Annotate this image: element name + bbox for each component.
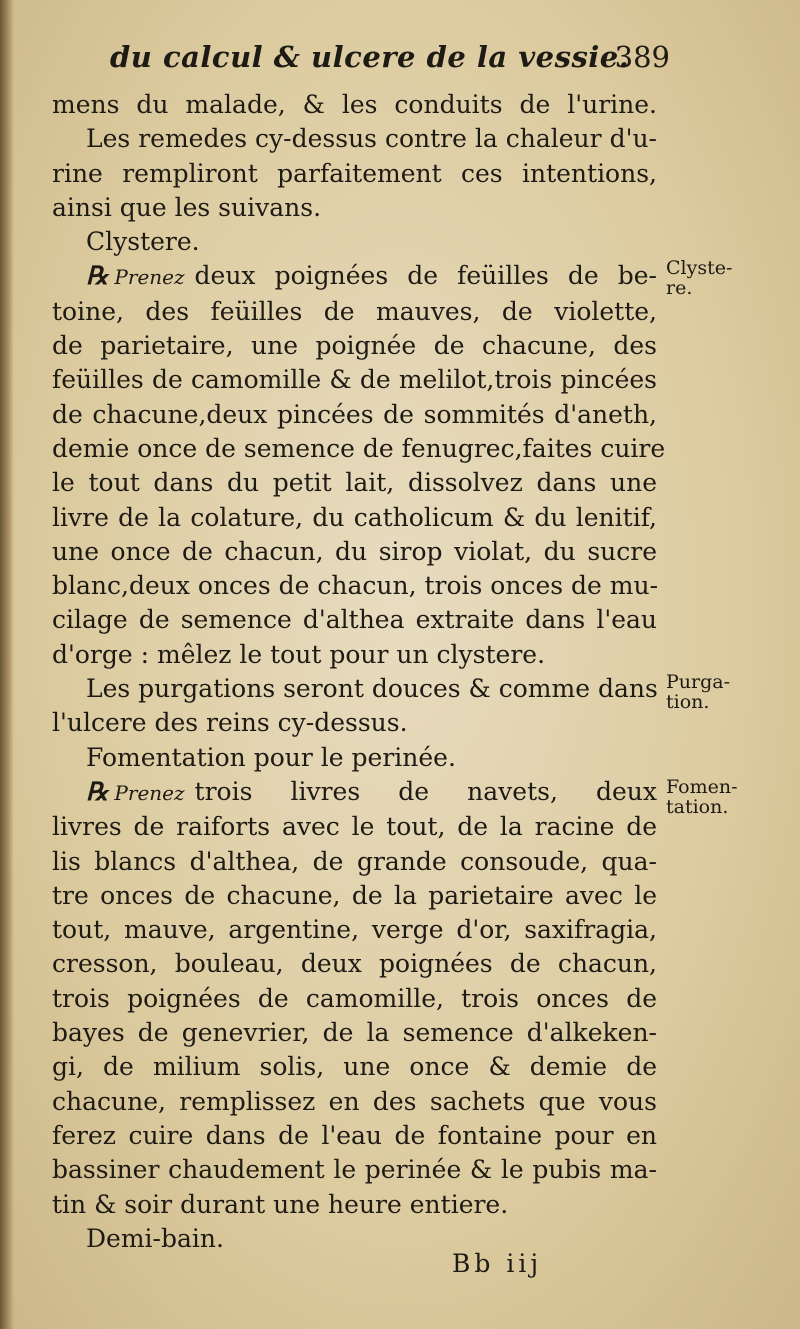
text-line: bayes de genevrier, de la semence d'alkeken-	[52, 1018, 657, 1048]
running-header	[110, 40, 670, 84]
text-line: cresson, bouleau, deux poignées de chacun,	[52, 949, 657, 979]
text-line: ainsi que les suivans.	[52, 192, 322, 222]
text-line: gi, de milium solis, une once & demie de	[52, 1052, 657, 1082]
text-line: ferez cuire dans de l'eau de fontaine pour en	[52, 1120, 657, 1150]
text-line	[52, 259, 657, 294]
prenez-word: Prenez	[114, 780, 185, 805]
running-title: du calcul & ulcere de la vessie.	[110, 40, 630, 74]
recipe-symbol: ℞	[86, 261, 109, 291]
text-line: blanc,deux onces de chacun, trois onces de mu-	[52, 571, 659, 601]
text-line-content: deux poignées de feüilles de be-	[194, 261, 657, 291]
text-line: tre onces de chacune, de la parietaire avec le	[52, 880, 657, 910]
signature-mark: Bb iij	[452, 1249, 543, 1278]
section-heading-clystere: Clystere.	[86, 227, 200, 257]
recipe-symbol: ℞	[86, 776, 109, 806]
text-line: bassiner chaudement le perinée & le pubis ma-	[52, 1155, 657, 1185]
text-line: chacune, remplissez en des sachets que vous	[52, 1086, 657, 1116]
text-line: mens du malade, & les conduits de l'urine.	[52, 90, 657, 119]
text-line: une once de chacun, du sirop violat, du sucre	[52, 536, 657, 566]
text-line: livres de raiforts avec le tout, de la racine de	[52, 812, 657, 842]
text-line: l'ulcere des reins cy-dessus.	[52, 708, 408, 738]
text-line: feüilles de camomille & de melilot,trois pincées	[52, 365, 657, 395]
text-line: demie once de semence de fenugrec,faites cuire	[52, 433, 666, 463]
text-line: d'orge : mêlez le tout pour un clystere.	[52, 639, 546, 669]
text-line: le tout dans du petit lait, dissolvez dans une	[52, 468, 657, 498]
text-line: Les remedes cy-dessus contre la chaleur d'u-	[86, 124, 657, 154]
page-gutter-shadow	[0, 0, 14, 1329]
text-line-content: trois livres de navets, deux	[194, 776, 657, 806]
section-heading-demi-bain: Demi-bain.	[86, 1223, 224, 1253]
prenez-word: Prenez	[114, 265, 185, 290]
text-line: cilage de semence d'althea extraite dans l'eau	[52, 605, 657, 635]
text-line: toine, des feüilles de mauves, de violette,	[52, 296, 657, 326]
margin-note-clystere: Clyste- re.	[666, 257, 733, 299]
section-heading-fomentation: Fomentation pour le perinée.	[86, 742, 456, 772]
margin-note-purgation: Purga- tion.	[666, 671, 731, 713]
text-line: tout, mauve, argentine, verge d'or, saxifragia,	[52, 915, 657, 945]
margin-note-fomentation: Fomen- tation.	[666, 776, 738, 818]
text-line: trois poignées de camomille, trois onces de	[52, 983, 657, 1013]
text-line: de parietaire, une poignée de chacune, des	[52, 331, 657, 361]
text-line: de chacune,deux pincées de sommités d'aneth,	[52, 399, 657, 429]
text-line: livre de la colature, du catholicum & du lenitif,	[52, 502, 657, 532]
text-line: lis blancs d'althea, de grande consoude, qua-	[52, 846, 657, 876]
text-line: tin & soir durant une heure entiere.	[52, 1189, 509, 1219]
body-text	[52, 88, 666, 1256]
text-line: Les purgations seront douces & comme dans	[86, 674, 658, 704]
text-line: rine rempliront parfaitement ces intentions,	[52, 158, 657, 188]
page-number: 389	[614, 40, 670, 74]
text-line	[52, 775, 657, 810]
